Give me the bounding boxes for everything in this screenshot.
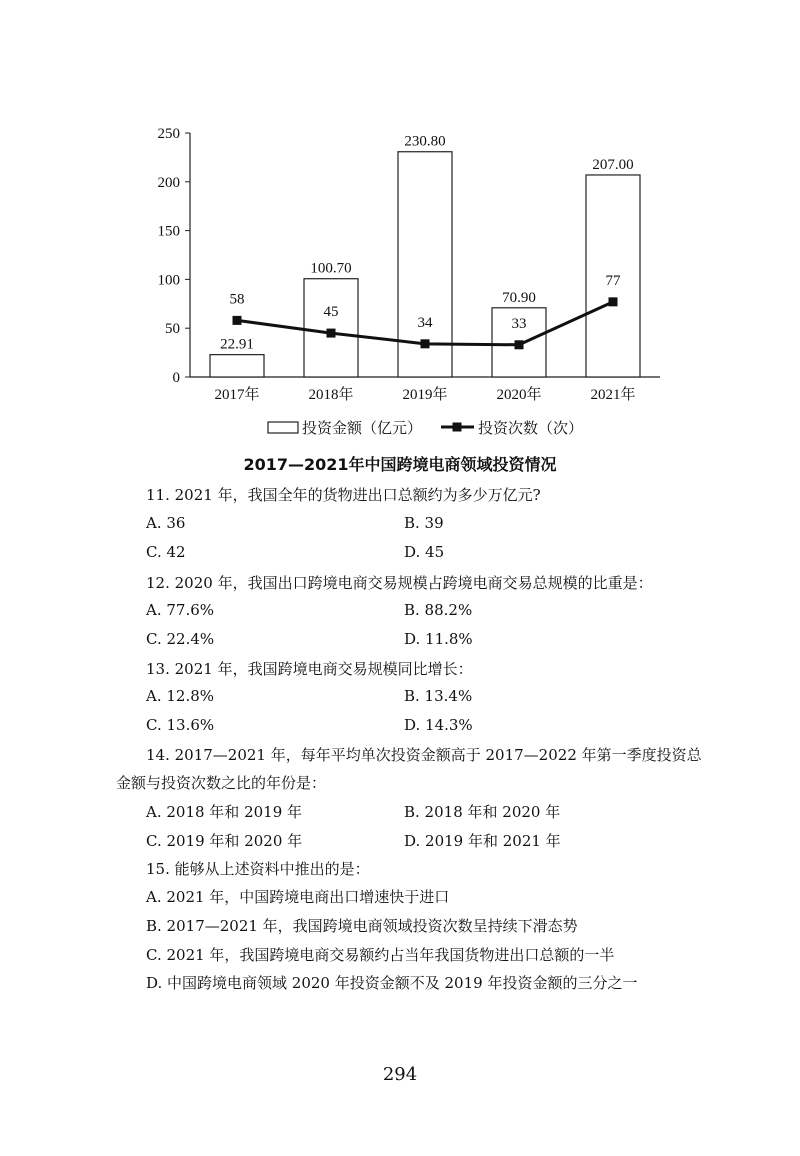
question-15-option-c: C. 2021 年，我国跨境电商交易额约占当年我国货物进出口总额的一半 [146,946,615,964]
y-tick-label: 50 [165,321,180,338]
question-11-option-d: D. 45 [404,543,445,561]
line-marker [327,329,336,338]
y-tick-label: 0 [172,370,180,386]
question-15-option-a: A. 2021 年，中国跨境电商出口增速快于进口 [146,888,450,906]
legend-line-label: 投资次数（次） [478,421,584,437]
question-12-option-c: C. 22.4% [146,630,215,648]
question-14-option-a: A. 2018 年和 2019 年 [146,803,303,821]
chart-title: 2017—2021年中国跨境电商领域投资情况 [243,455,557,474]
x-tick-label: 2018年 [308,387,354,403]
y-tick-label: 100 [157,272,180,289]
line-marker [421,339,430,348]
line-data-label: 77 [605,272,621,289]
line-data-label: 58 [229,291,245,308]
question-14-option-c: C. 2019 年和 2020 年 [146,832,303,850]
question-14-option-d: D. 2019 年和 2021 年 [404,832,561,850]
question-14-stem-line2: 金额与投资次数之比的年份是： [116,774,327,792]
x-tick-label: 2020年 [496,387,542,403]
question-13-option-b: B. 13.4% [404,687,473,705]
question-11-option-b: B. 39 [404,514,444,532]
legend-line-marker [453,423,462,432]
chart-legend [268,419,583,437]
investment-chart [0,0,800,450]
question-12-option-a: A. 77.6% [146,601,215,619]
question-13-option-c: C. 13.6% [146,716,215,734]
bar-data-label: 22.91 [220,336,254,353]
question-11-option-c: C. 42 [146,543,186,561]
question-15-stem: 15. 能够从上述资料中推出的是： [146,860,370,878]
line-data-label: 33 [511,315,527,332]
question-12-option-b: B. 88.2% [404,601,473,619]
bar-data-label: 70.90 [502,289,536,306]
x-tick-label: 2019年 [402,387,448,403]
question-11-option-a: A. 36 [146,514,186,532]
x-tick-label: 2021年 [590,387,636,403]
question-11-stem: 11. 2021 年，我国全年的货物进出口总额约为多少万亿元? [146,486,541,504]
bar-data-label: 207.00 [592,156,634,173]
legend-bar-label: 投资金额（亿元） [302,421,423,437]
question-12-option-d: D. 11.8% [404,630,473,648]
page-number: 294 [382,1064,418,1085]
line-marker [609,297,618,306]
line-marker [233,316,242,325]
y-tick-label: 200 [157,174,180,191]
x-tick-label: 2017年 [214,387,260,403]
question-14-stem: 14. 2017—2021 年，每年平均单次投资金额高于 2017—2022 年第一季度投资总 [146,746,702,764]
bar [304,279,358,377]
line-data-label: 34 [417,314,433,331]
question-13-option-a: A. 12.8% [146,687,215,705]
y-tick-label: 150 [157,223,180,240]
bar-data-label: 100.70 [310,260,352,277]
question-15-option-d: D. 中国跨境电商领域 2020 年投资金额不及 2019 年投资金额的三分之一 [146,974,638,992]
question-15-option-b: B. 2017—2021 年，我国跨境电商领域投资次数呈持续下滑态势 [146,917,578,935]
line-marker [515,340,524,349]
y-tick-label: 250 [157,126,180,142]
bar [210,355,264,377]
legend-bar-swatch [268,422,298,433]
line-data-label: 45 [323,304,339,321]
question-12-stem: 12. 2020 年，我国出口跨境电商交易规模占跨境电商交易总规模的比重是： [146,574,653,592]
question-14-option-b: B. 2018 年和 2020 年 [404,803,561,821]
bar-data-label: 230.80 [404,133,446,150]
question-13-stem: 13. 2021 年，我国跨境电商交易规模同比增长： [146,660,473,678]
question-13-option-d: D. 14.3% [404,716,473,734]
